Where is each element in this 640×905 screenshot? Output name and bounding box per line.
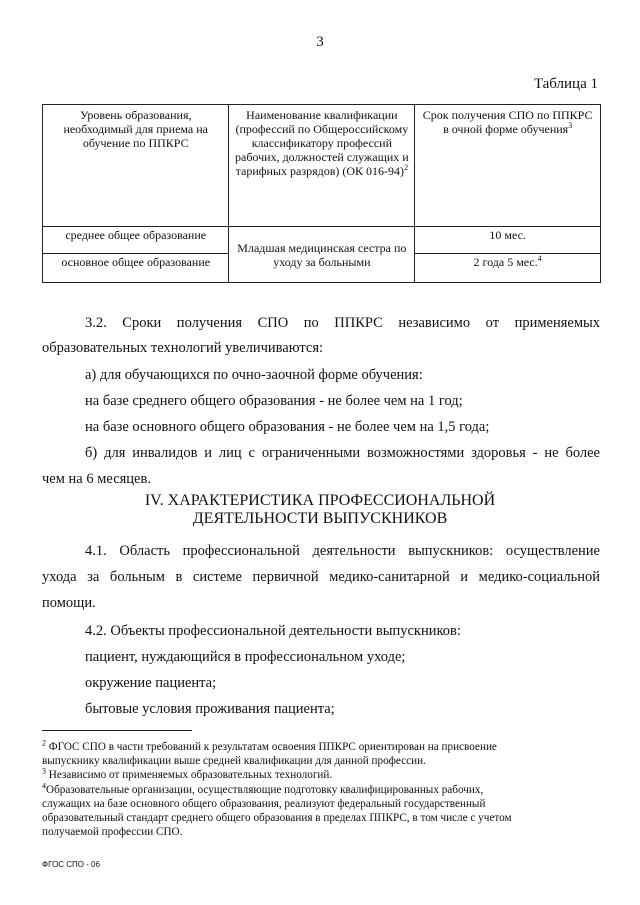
qualification-cell: Младшая медицинская сестра по уходу за больными: [229, 227, 415, 283]
row1-level-cell: среднее общее образование: [43, 227, 229, 254]
duration-table: [42, 104, 601, 283]
sec41-line1: 4.1. Область профессиональной деятельности выпускников: осуществление: [85, 543, 600, 559]
footnote-2-line1: $^2$ ФГОС СПО в части требований к результатам освоения ППКРС ориентирован на присвоение: [42, 738, 497, 753]
section4-heading-line1: IV. ХАРАКТЕРИСТИКА ПРОФЕССИОНАЛЬНОЙ: [144, 492, 496, 509]
footnote-4-line2: служащих на базе основного общего образования, реализуют федеральный государственный: [42, 798, 486, 810]
footnote-2-line2: выпускнику квалификации выше средней квалификации для данной профессии.: [42, 755, 426, 767]
row2-level-cell: основное общее образование: [43, 254, 229, 283]
row2-term-cell: 2 года 5 мес.$^4$: [415, 254, 601, 283]
footnote-3: $^3$ Независимо от применяемых образовательных технологий.: [42, 766, 333, 781]
header-cell-level: Уровень образования, необходимый для приема на обучение по ППКРС: [43, 105, 229, 227]
table-header-row: [43, 105, 601, 227]
sec42-object3: бытовые условия проживания пациента;: [85, 701, 335, 717]
sec32-item-b1: б) для инвалидов и лиц с ограниченными возможностями здоровья - не более: [85, 445, 600, 461]
sec41-line2: ухода за больным в системе первичной медико-санитарной и медико-социальной: [42, 569, 600, 585]
sec32-line1: 3.2. Сроки получения СПО по ППКРС независимо от применяемых: [85, 315, 600, 331]
footnote-separator: [42, 730, 192, 731]
sec32-item-b2: чем на 6 месяцев.: [42, 471, 151, 487]
sec32-line2: образовательных технологий увеличиваются:: [42, 340, 324, 356]
table-row: [43, 227, 601, 254]
row1-term-cell: 10 мес.: [415, 227, 601, 254]
sec32-item-a2: на базе основного общего образования - не более чем на 1,5 года;: [85, 419, 490, 435]
sec32-item-a: а) для обучающихся по очно-заочной форме обучения:: [85, 367, 423, 383]
sec32-item-a1: на базе среднего общего образования - не более чем на 1 год;: [85, 393, 463, 409]
section4-heading-line2: ДЕЯТЕЛЬНОСТИ ВЫПУСКНИКОВ: [192, 510, 448, 527]
header-cell-term: Срок получения СПО по ППКРС в очной форме обучения$^3$: [415, 105, 601, 227]
header-cell-qualification: Наименование квалификации (профессий по Общероссийскому классификатору профессий рабочих, должностей служащих и тарифных разрядов) (ОК 016-94)$^2$: [229, 105, 415, 227]
footnote-4-line4: получаемой профессии СПО.: [42, 826, 183, 838]
table-label: Таблица 1: [533, 76, 598, 92]
sec42-object1: пациент, нуждающийся в профессиональном уходе;: [85, 649, 406, 665]
sec42-object2: окружение пациента;: [85, 675, 217, 691]
footnote-4-line1: $^4$Образовательные организации, осуществляющие подготовку квалифицированных рабочих,: [42, 781, 484, 796]
document-code: ФГОС СПО - 06: [42, 860, 100, 869]
sec41-line3: помощи.: [42, 595, 96, 611]
page-number: 3: [316, 34, 324, 50]
footnote-4-line3: образовательный стандарт среднего общего образования в пределах ППКРС, в том числе с учетом: [42, 812, 512, 824]
sec42-line1: 4.2. Объекты профессиональной деятельности выпускников:: [85, 623, 461, 639]
